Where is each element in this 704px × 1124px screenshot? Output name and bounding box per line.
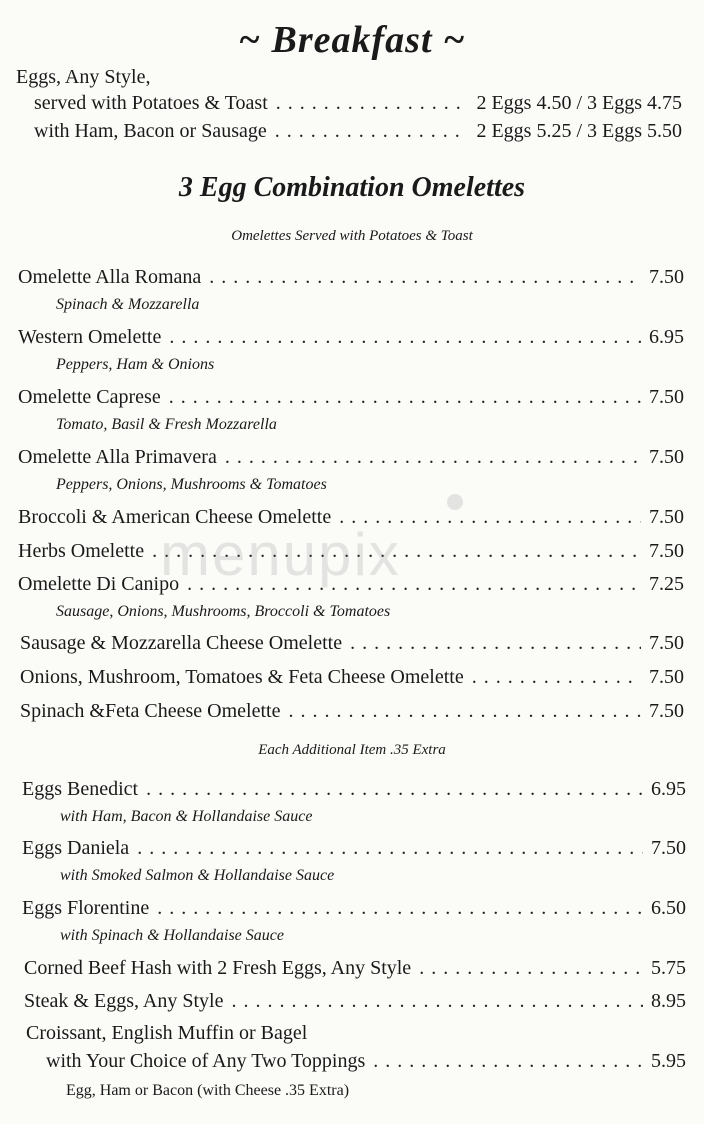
item-price: 2 Eggs 4.50 / 3 Eggs 4.75 (476, 92, 682, 114)
item-name: Corned Beef Hash with 2 Fresh Eggs, Any Style (24, 957, 412, 979)
item-price: 7.50 (649, 446, 684, 468)
item-description: Peppers, Ham & Onions (56, 356, 215, 373)
leader-dots (288, 700, 641, 723)
item-name: Omelette Alla Primavera (18, 446, 217, 468)
leader-dots (275, 120, 469, 143)
leader-dots (209, 266, 641, 289)
menu-item (18, 266, 684, 289)
watermark: menupix (160, 521, 401, 588)
item-price: 7.50 (649, 632, 684, 654)
item-description: Peppers, Onions, Mushrooms & Tomatoes (56, 476, 327, 493)
item-price: 7.50 (649, 506, 684, 528)
item-name: with Your Choice of Any Two Toppings (46, 1050, 366, 1072)
leader-dots (419, 957, 643, 980)
menu-item (18, 326, 684, 349)
menu-item (22, 837, 686, 860)
page-title: ~ Breakfast ~ (238, 19, 466, 61)
item-price: 7.50 (649, 540, 684, 562)
section-subtitle: Omelettes Served with Potatoes & Toast (231, 228, 473, 244)
leader-dots (350, 632, 641, 655)
item-name: Omelette Di Canipo (18, 573, 180, 595)
menu-item (20, 666, 684, 689)
menu-item (20, 700, 684, 723)
menu-item (18, 386, 684, 409)
item-description: with Spinach & Hollandaise Sauce (60, 927, 284, 944)
item-name: Steak & Eggs, Any Style (24, 990, 224, 1012)
menu-item (20, 632, 684, 655)
item-description: Sausage, Onions, Mushrooms, Broccoli & Tomatoes (56, 603, 391, 620)
leader-dots (231, 990, 643, 1013)
leader-dots (137, 837, 643, 860)
leader-dots (169, 386, 641, 409)
item-description: Tomato, Basil & Fresh Mozzarella (56, 416, 277, 433)
section-title-omelettes: 3 Egg Combination Omelettes (178, 172, 526, 203)
item-price: 7.25 (649, 573, 684, 595)
item-name: Spinach &Feta Cheese Omelette (20, 700, 281, 722)
item-name: Eggs Benedict (22, 778, 139, 800)
item-description: with Ham, Bacon & Hollandaise Sauce (60, 808, 313, 825)
item-price: 8.95 (651, 990, 686, 1012)
item-price: 7.50 (651, 837, 686, 859)
menu-item (22, 778, 686, 801)
item-price: 7.50 (649, 700, 684, 722)
item-price: 7.50 (649, 386, 684, 408)
item-price: 7.50 (649, 666, 684, 688)
item-name: served with Potatoes & Toast (34, 92, 268, 114)
item-name: Omelette Alla Romana (18, 266, 202, 288)
item-name: Onions, Mushroom, Tomatoes & Feta Cheese Omelette (20, 666, 464, 688)
eggs-line-meat (34, 120, 682, 143)
item-name: Broccoli & American Cheese Omelette (18, 506, 332, 528)
item-price: 5.95 (651, 1050, 686, 1072)
leader-dots (146, 778, 643, 801)
leader-dots (276, 92, 469, 115)
item-name: with Ham, Bacon or Sausage (34, 120, 267, 142)
leader-dots (169, 326, 641, 349)
item-description: with Smoked Salmon & Hollandaise Sauce (60, 867, 335, 884)
leader-dots (157, 897, 643, 920)
item-price: 5.75 (651, 957, 686, 979)
item-price: 6.95 (649, 326, 684, 348)
croissant-line1: Croissant, English Muffin or Bagel (26, 1022, 308, 1044)
leader-dots (472, 666, 641, 689)
leader-dots (373, 1050, 643, 1073)
menu-item (18, 446, 684, 469)
item-name: Sausage & Mozzarella Cheese Omelette (20, 632, 343, 654)
extra-note: Each Additional Item .35 Extra (258, 742, 446, 758)
item-name: Eggs Florentine (22, 897, 150, 919)
eggs-heading: Eggs, Any Style, (16, 66, 151, 88)
watermark-dot (447, 494, 463, 510)
item-description: Spinach & Mozzarella (56, 296, 200, 313)
item-price: 2 Eggs 5.25 / 3 Eggs 5.50 (476, 120, 682, 142)
leader-dots (225, 446, 641, 469)
croissant-line2 (46, 1050, 686, 1073)
item-name: Western Omelette (18, 326, 162, 348)
item-price: 7.50 (649, 266, 684, 288)
menu-item (24, 990, 686, 1013)
menu-item (22, 897, 686, 920)
item-description: Egg, Ham or Bacon (with Cheese .35 Extra) (66, 1082, 350, 1099)
menu-item (24, 957, 686, 980)
item-name: Herbs Omelette (18, 540, 145, 562)
item-name: Omelette Caprese (18, 386, 161, 408)
eggs-line-potatoes (34, 92, 682, 115)
item-name: Eggs Daniela (22, 837, 130, 859)
item-price: 6.50 (651, 897, 686, 919)
item-price: 6.95 (651, 778, 686, 800)
